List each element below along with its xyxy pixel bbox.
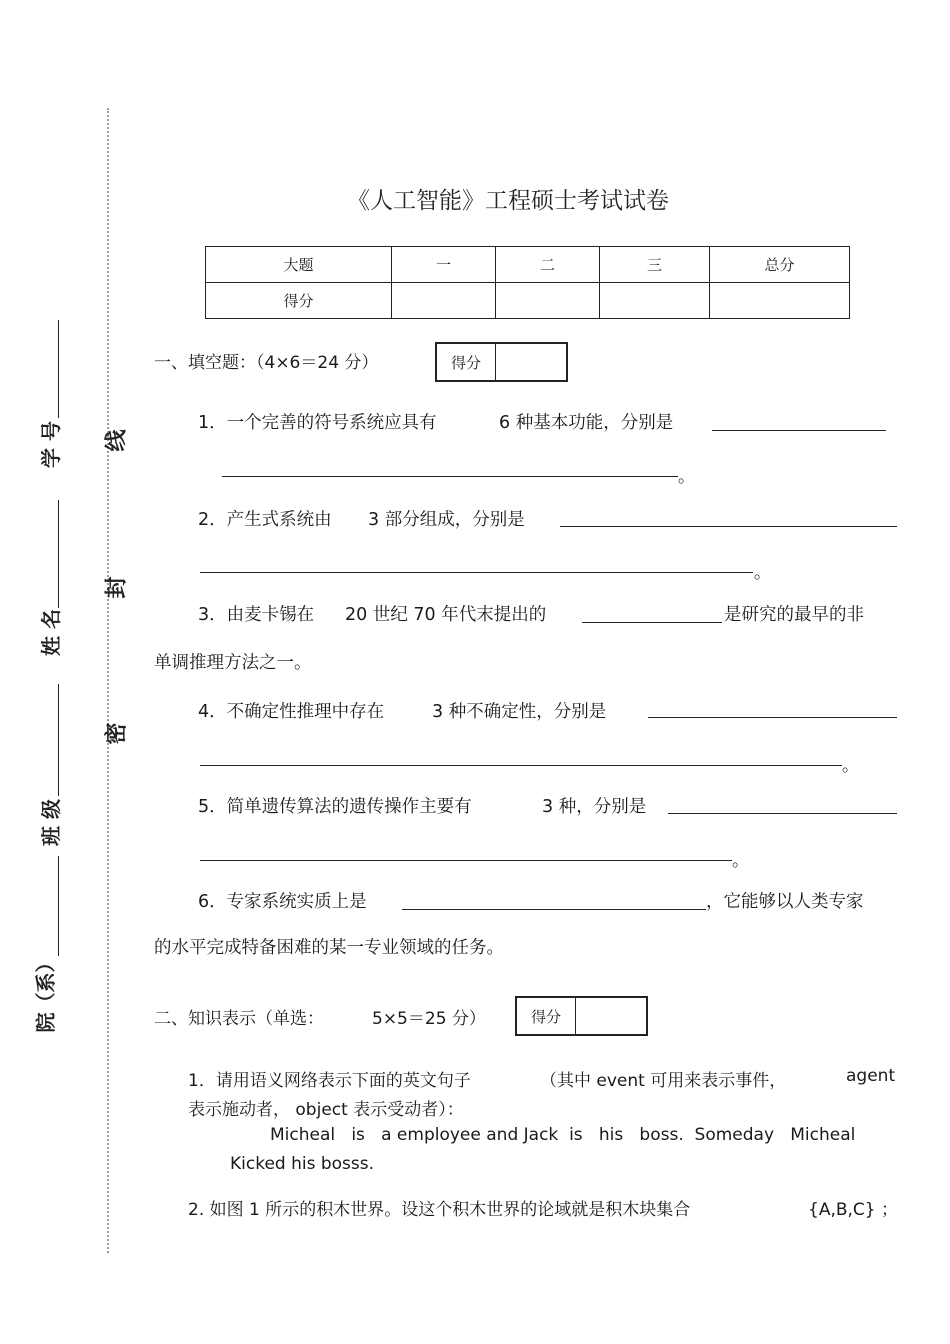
q5-text-b: 3 种，分别是 xyxy=(542,797,647,817)
q3-text-a: 3．由麦卡锡在 xyxy=(198,605,315,625)
s2-q2-text-b: {A,B,C} ； xyxy=(808,1200,899,1220)
score-table-score-row xyxy=(206,283,850,319)
q1-end: 。 xyxy=(678,467,695,487)
college-label: 院（系） xyxy=(33,952,58,1033)
seal-mark-mi: 密 xyxy=(104,722,130,745)
score-cell[interactable] xyxy=(710,283,850,319)
seal-mark-xian: 线 xyxy=(104,429,130,452)
q4-blank-2[interactable] xyxy=(200,765,842,766)
q3-text-b: 20 世纪 70 年代末提出的 xyxy=(345,605,547,625)
s2-q1-sentence: Micheal is a employee and Jack is his boss. Someday Micheal xyxy=(270,1125,856,1145)
college-field[interactable] xyxy=(58,856,59,956)
score-box-value[interactable] xyxy=(576,998,646,1034)
q4-text-b: 3 种不确定性，分别是 xyxy=(432,702,607,722)
header-cell: 一 xyxy=(392,247,496,283)
section1-score-box xyxy=(435,342,568,382)
score-cell[interactable] xyxy=(600,283,710,319)
header-cell: 大题 xyxy=(206,247,392,283)
header-cell: 总分 xyxy=(710,247,850,283)
header-cell: 二 xyxy=(496,247,600,283)
s2-q2-text-a: 2. 如图 1 所示的积木世界。设这个积木世界的论域就是积木块集合 xyxy=(188,1200,691,1220)
name-field[interactable] xyxy=(58,500,59,608)
q2-text-a: 2．产生式系统由 xyxy=(198,510,332,530)
q6-text-a: 6．专家系统实质上是 xyxy=(198,892,367,912)
q3-blank-1[interactable] xyxy=(582,622,722,623)
q5-blank-1[interactable] xyxy=(668,813,897,814)
student-no-field[interactable] xyxy=(58,320,59,418)
q6-blank-1[interactable] xyxy=(402,909,706,910)
q4-end: 。 xyxy=(842,756,859,776)
q1-blank-1[interactable] xyxy=(712,430,886,431)
q5-text-a: 5．简单遗传算法的遗传操作主要有 xyxy=(198,797,472,817)
q5-end: 。 xyxy=(732,851,749,871)
q2-blank-1[interactable] xyxy=(560,526,897,527)
row-label-cell: 得分 xyxy=(206,283,392,319)
q1-blank-2[interactable] xyxy=(222,476,678,477)
q4-text-a: 4．不确定性推理中存在 xyxy=(198,702,385,722)
s2-q1-sentence-cont: Kicked his bosss. xyxy=(230,1154,375,1174)
seal-mark-feng: 封 xyxy=(104,576,130,599)
header-cell: 三 xyxy=(600,247,710,283)
binding-dotted-line xyxy=(107,108,109,1253)
score-box-label: 得分 xyxy=(517,998,576,1034)
s2-q1-line1-c: agent xyxy=(846,1066,896,1086)
class-label: 班 级 xyxy=(38,799,63,846)
q1-text-b: 6 种基本功能，分别是 xyxy=(499,413,674,433)
class-field[interactable] xyxy=(58,684,59,796)
q5-blank-2[interactable] xyxy=(200,860,732,861)
q3-text-d: 单调推理方法之一。 xyxy=(154,653,312,673)
score-table xyxy=(205,246,850,319)
student-no-label: 学 号 xyxy=(38,421,63,468)
q2-blank-2[interactable] xyxy=(200,572,753,573)
section2-heading: 二、知识表示（单选： xyxy=(154,1009,324,1029)
q3-text-c: 是研究的最早的非 xyxy=(724,605,864,625)
section2-score-box xyxy=(515,996,648,1036)
section2-heading-points: 5×5＝25 分） xyxy=(372,1009,486,1029)
exam-title: 《人工智能》工程硕士考试试卷 xyxy=(347,188,669,214)
section1-heading: 一、填空题：（4×6＝24 分） xyxy=(154,353,379,373)
score-box-value[interactable] xyxy=(496,344,566,380)
score-box-label: 得分 xyxy=(437,344,496,380)
q2-end: 。 xyxy=(754,563,771,583)
s2-q1-line1-b: （其中 event 可用来表示事件， xyxy=(540,1071,787,1091)
s2-q1-line2: 表示施动者， object 表示受动者）： xyxy=(188,1100,464,1120)
q6-text-c: 的水平完成特备困难的某一专业领域的任务。 xyxy=(154,938,504,958)
score-cell[interactable] xyxy=(392,283,496,319)
score-table-header-row xyxy=(206,247,850,283)
s2-q1-line1-a: 1．请用语义网络表示下面的英文句子 xyxy=(188,1071,471,1091)
score-cell[interactable] xyxy=(496,283,600,319)
q1-text-a: 1．一个完善的符号系统应具有 xyxy=(198,413,437,433)
q2-text-b: 3 部分组成，分别是 xyxy=(368,510,525,530)
name-label: 姓 名 xyxy=(38,609,63,656)
q4-blank-1[interactable] xyxy=(648,717,897,718)
q6-text-b: ，它能够以人类专家 xyxy=(706,892,864,912)
